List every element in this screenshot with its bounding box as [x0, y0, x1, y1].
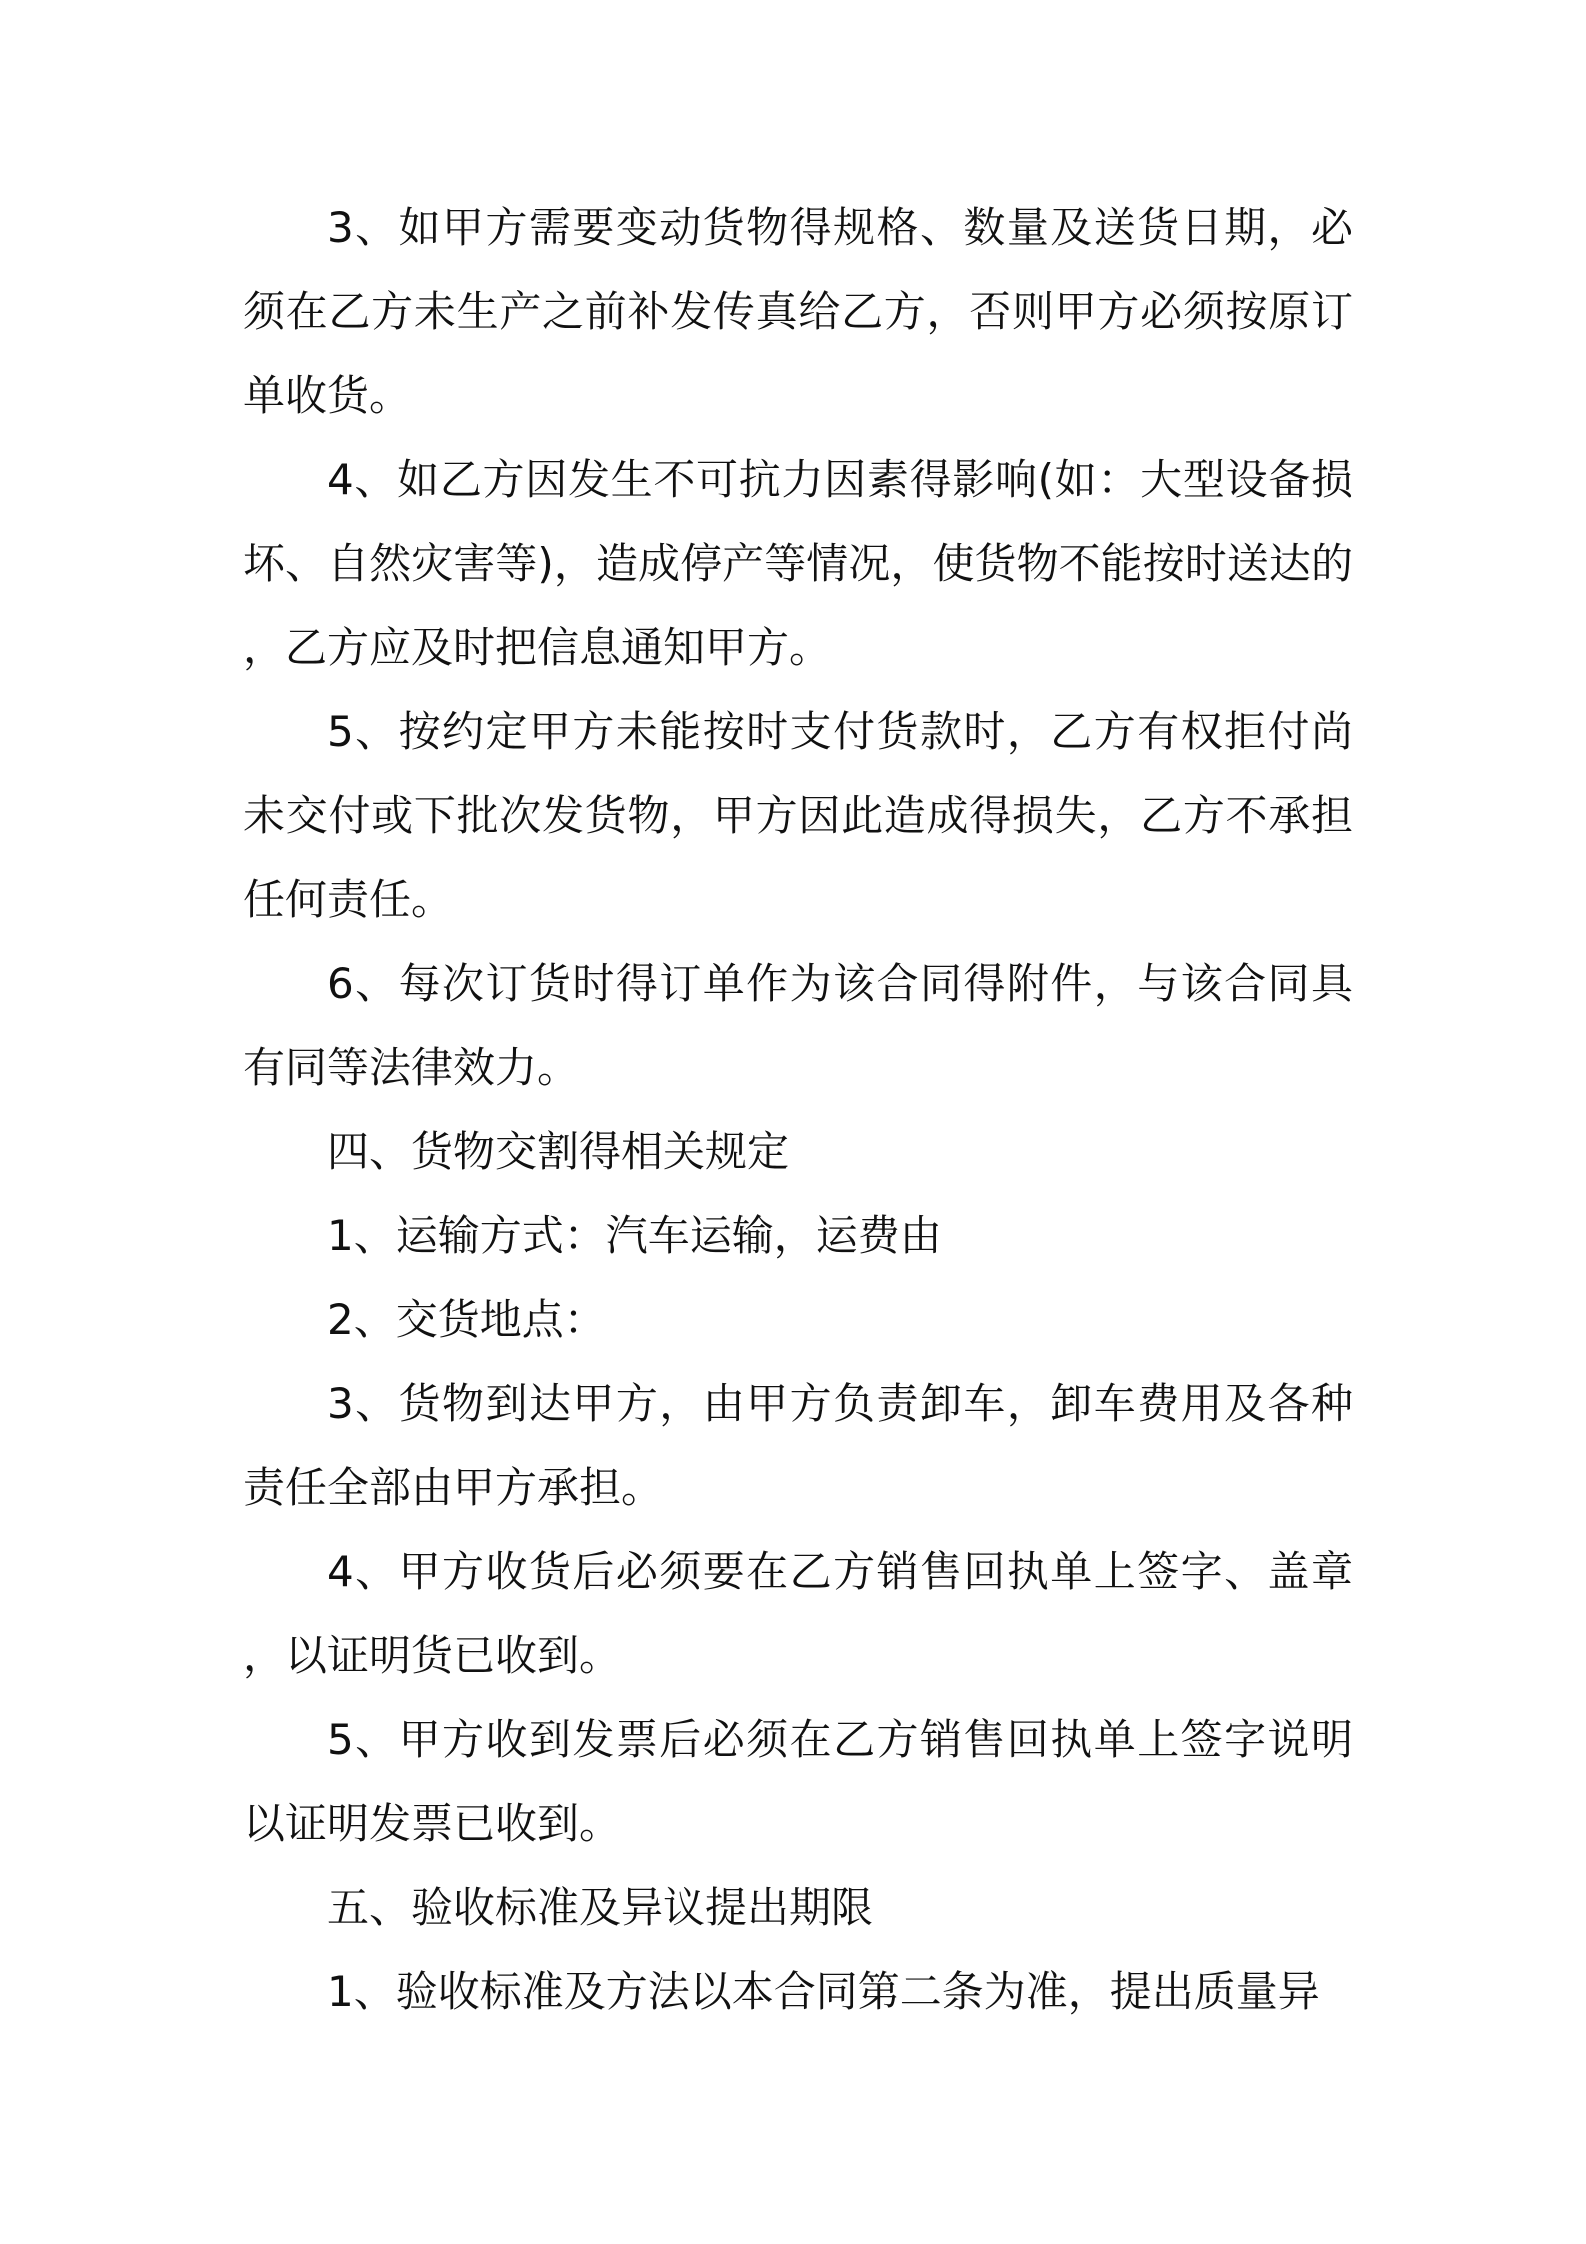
- paragraph-clause-3-spec-change: 3、如甲方需要变动货物得规格、数量及送货日期，必须在乙方未生产之前补发传真给乙方，否则甲方必须按原订单收货。: [243, 203, 1353, 420]
- paragraph-delivery-4-receipt-sign: 4、甲方收货后必须要在乙方销售回执单上签字、盖章，以证明货已收到。: [243, 1547, 1353, 1680]
- paragraph-delivery-1-transport: 1、运输方式：汽车运输，运费由: [327, 1211, 942, 1260]
- paragraph-delivery-3-unloading: 3、货物到达甲方，由甲方负责卸车，卸车费用及各种责任全部由甲方承担。: [243, 1379, 1353, 1512]
- paragraph-clause-6-order-attachment: 6、每次订货时得订单作为该合同得附件，与该合同具有同等法律效力。: [243, 959, 1353, 1092]
- paragraph-acceptance-1-standard: 1、验收标准及方法以本合同第二条为准，提出质量异: [327, 1967, 1320, 2016]
- section-heading-acceptance: 五、验收标准及异议提出期限: [327, 1883, 874, 1932]
- paragraph-clause-5-late-payment: 5、按约定甲方未能按时支付货款时，乙方有权拒付尚未交付或下批次发货物，甲方因此造成得损失，乙方不承担任何责任。: [243, 707, 1353, 924]
- paragraph-delivery-5-invoice-sign: 5、甲方收到发票后必须在乙方销售回执单上签字说明以证明发票已收到。: [243, 1715, 1353, 1848]
- section-heading-delivery: 四、货物交割得相关规定: [327, 1127, 790, 1176]
- paragraph-delivery-2-location: 2、交货地点：: [327, 1295, 606, 1344]
- document-body: [243, 186, 1353, 2034]
- paragraph-clause-4-force-majeure: 4、如乙方因发生不可抗力因素得影响(如：大型设备损坏、自然灾害等)，造成停产等情况，使货物不能按时送达的，乙方应及时把信息通知甲方。: [243, 455, 1353, 672]
